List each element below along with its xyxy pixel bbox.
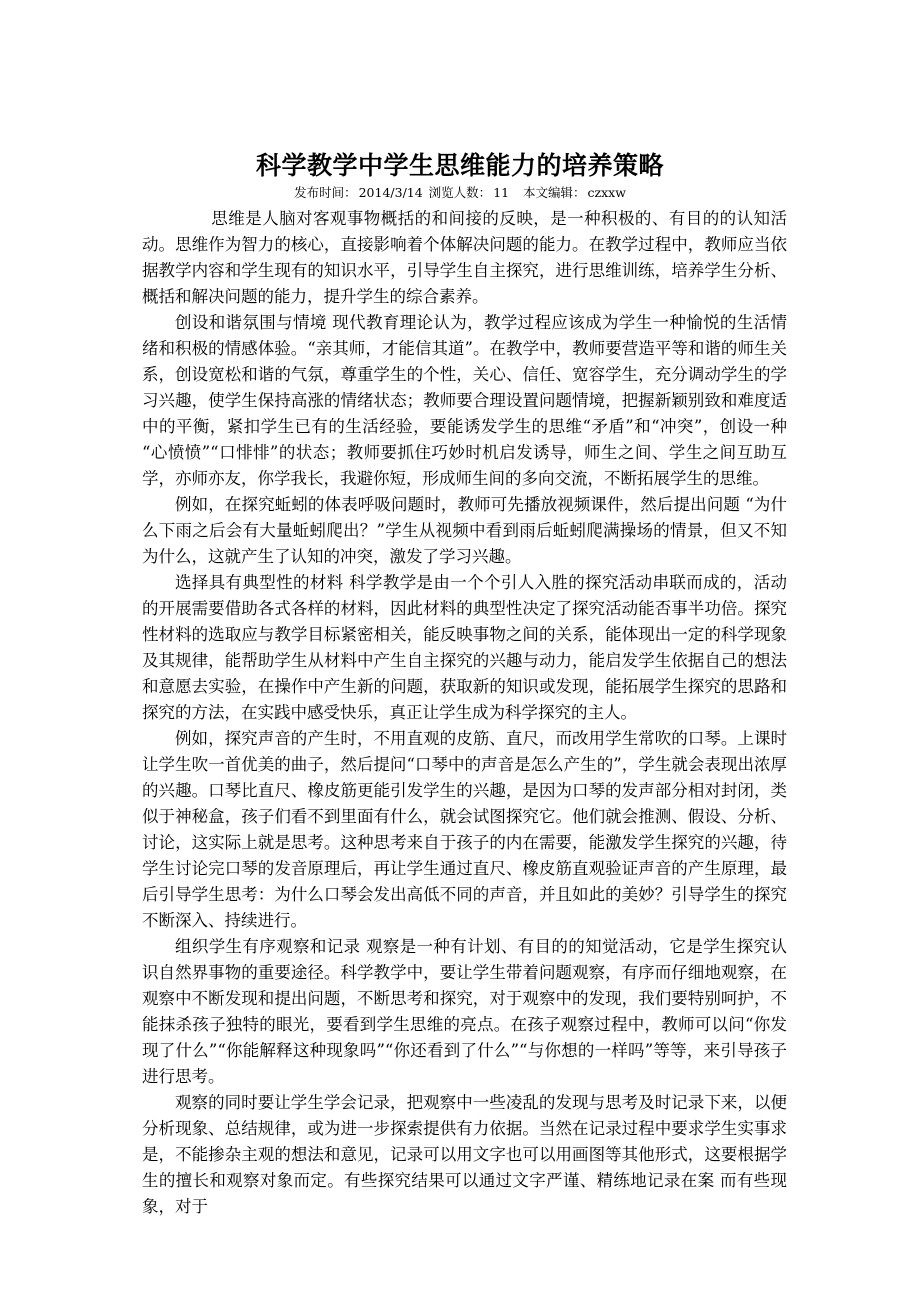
paragraph: 例如，在探究蚯蚓的体表呼吸问题时，教师可先播放视频课件，然后提出问题 “为什么下雨之后会有大量蚯蚓爬出？”学生从视频中看到雨后蚯蚓爬满操场的情景，但又不知为什么，这就产生了认知的冲突，激发了学习兴趣。 [142, 495, 787, 566]
paragraph-intro: 思维是人脑对客观事物概括的和间接的反映，是一种积极的、有目的的认知活动。思维作为智力的核心，直接影响着个体解决问题的能力。在教学过程中，教师应当依据教学内容和学生现有的知识水平，引导学生自主探究，进行思维训练，培养学生分析、概括和解决问题的能力，提升学生的综合素养。 [142, 209, 787, 306]
paragraph: 组织学生有序观察和记录 观察是一种有计划、有目的的知觉活动，它是学生探究认识自然界事物的重要途径。科学教学中，要让学生带着问题观察，有序而仔细地观察，在观察中不断发现和提出问题，不断思考和探究，对于观察中的发现，我们要特别呵护，不能抹杀孩子独特的眼光，要看到学生思维的亮点。在孩子观察过程中，教师可以问“你发现了什么”“你能解释这种现象吗”“你还看到了什么”“与你想的一样吗”等等，来引导孩子进行思考。 [142, 937, 787, 1086]
article-body [142, 206, 787, 1220]
paragraph: 选择具有典型性的材料 科学教学是由一个个引人入胜的探究活动串联而成的，活动的开展需要借助各式各样的材料，因此材料的典型性决定了探究活动能否事半功倍。探究性材料的选取应与教学目标紧密相关，能反映事物之间的关系，能体现出一定的科学现象及其规律，能帮助学生从材料中产生自主探究的兴趣与动力，能启发学生依据自己的想法和意愿去实验，在操作中产生新的问题，获取新的知识或发现，能拓展学生探究的思路和探究的方法，在实践中感受快乐，真正让学生成为科学探究的主人。 [142, 573, 787, 722]
article-title: 科学教学中学生思维能力的培养策略 [255, 151, 664, 180]
views-count: 11 [493, 185, 510, 200]
editor-label: 本文编辑： [523, 185, 586, 200]
article-meta [0, 183, 920, 201]
paragraph: 观察的同时要让学生学会记录，把观察中一些凌乱的发现与思考及时记录下来，以便分析现象、总结规律，或为进一步探索提供有力依据。当然在记录过程中要求学生实事求是，不能掺杂主观的想法和意见，记录可以用文字也可以用画图等其他形式，这要根据学生的擅长和观察对象而定。有些探究结果可以通过文字严谨、精练地记录在案 而有些现象，对于 [142, 1093, 787, 1216]
editor-name: czxxw [587, 185, 626, 200]
paragraph: 例如，探究声音的产生时，不用直观的皮筋、直尺，而改用学生常吹的口琴。上课时让学生吹一首优美的曲子，然后提问“口琴中的声音是怎么产生的”，学生就会表现出浓厚的兴趣。口琴比直尺、橡皮筋更能引发学生的兴趣，是因为口琴的发声部分相对封闭，类似于神秘盒，孩子们看不到里面有什么，就会试图探究它。他们就会推测、假设、分析、讨论，这实际上就是思考。这种思考来自于孩子的内在需要，能激发学生探究的兴趣，待学生讨论完口琴的发音原理后，再让学生通过直尺、橡皮筋直观验证声音的产生原理，最后引导学生思考：为什么口琴会发出高低不同的声音，并且如此的美妙？引导学生的探究不断深入、持续进行。 [142, 729, 787, 930]
paragraph: 创设和谐氛围与情境 现代教育理论认为，教学过程应该成为学生一种愉悦的生活情绪和积极的情感体验。“亲其师，才能信其道”。在教学中，教师要营造平等和谐的师生关系，创设宽松和谐的气氛，尊重学生的个性，关心、信任、宽容学生，充分调动学生的学习兴趣，使学生保持高涨的情绪状态；教师要合理设置问题情境，把握新颖别致和难度适中的平衡，紧扣学生已有的生活经验，要能诱发学生的思维“矛盾”和“冲突”，创设一种 “心愤愤”“口悱悱”的状态；教师要抓住巧妙时机启发诱导，师生之间、学生之间互助互学，亦师亦友，你学我长，我避你短，形成师生间的多向交流，不断拓展学生的思维。 [142, 313, 787, 488]
published-date: 2014/3/14 [358, 185, 423, 200]
views-label: 浏览人数： [428, 185, 492, 200]
published-label: 发布时间： [294, 185, 357, 200]
